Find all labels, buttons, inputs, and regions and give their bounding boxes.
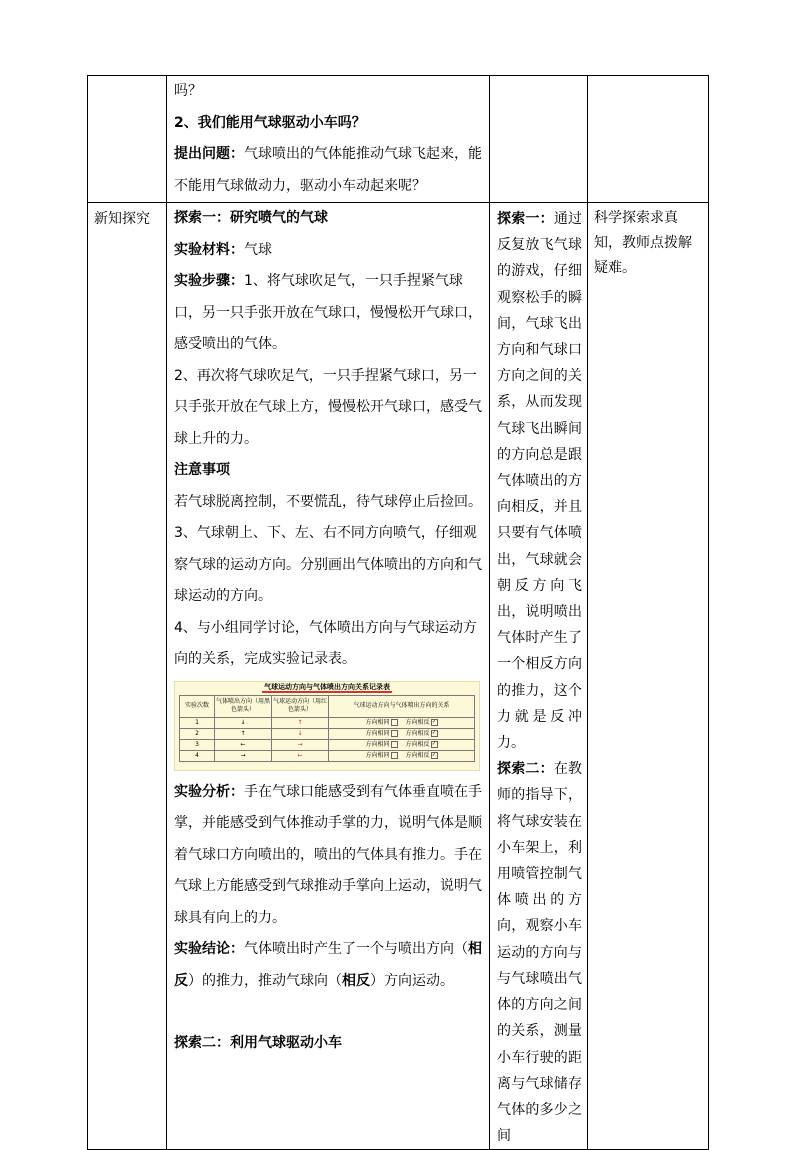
header-cell: 气球运动方向与气体喷出方向的关系 (329, 695, 475, 717)
check-icon: ✓ (431, 751, 437, 758)
record-table-figure (174, 681, 480, 771)
trial-number: 1 (180, 717, 215, 728)
record-header-row (180, 695, 475, 717)
explore2-title: 探索二：利用气球驱动小车 (174, 1035, 342, 1051)
check-icon: ✓ (431, 729, 437, 736)
conclusion-paragraph: 实验结论：气体喷出时产生了一个与喷出方向（相反）的推力，推动气球向（相反）方向运动。 (174, 941, 482, 989)
relation-options: 方向相同 方向相反 ✓ (329, 717, 475, 728)
subheading: 2、我们能用气球驱动小车吗？ (174, 114, 366, 131)
trial-number: 3 (180, 739, 215, 750)
lesson-table (87, 75, 709, 1150)
checkbox-icon (391, 752, 398, 759)
analysis-paragraph: 实验分析：手在气球口能感受到有气体垂直喷在手掌，并能感受到气体推动手掌的力，说明气体是顺着气球口方向喷出的，喷出的气体具有推力。手在气球上方能感受到气球推动手掌向上运动，说明气球具有向上的力。 (174, 783, 482, 926)
gas-arrow: ↑ (215, 728, 272, 739)
trial-number: 4 (180, 750, 215, 761)
materials-paragraph: 实验材料：气球 (174, 241, 272, 258)
header-cell: 气球运动方向（用红色箭头） (272, 695, 329, 717)
record-row (180, 728, 475, 739)
gas-arrow: ↓ (215, 717, 272, 728)
notice-paragraph: 若气球脱离控制，不要慌乱，待气球停止后捡回。 (174, 493, 482, 510)
text-line: 吗？ (174, 83, 202, 99)
balloon-arrow: → (272, 739, 329, 750)
main-row (88, 203, 709, 1150)
student-activity-cell (490, 203, 588, 1150)
step4-paragraph: 4、与小组同学讨论，气体喷出方向与气球运动方向的关系，完成实验记录表。 (174, 619, 477, 667)
content-cell-top (167, 76, 490, 203)
record-row (180, 717, 475, 728)
header-cell: 实验次数 (180, 695, 215, 717)
student-explore2: 探索二：在教师的指导下，将气球安装在小车架上，利用喷管控制气体喷出的方向，观察小车运动的方向与与气球喷出气体的方向之间的关系，测量小车行驶的距离与气球储存气体的多少之间 (497, 761, 583, 1145)
notice-label: 注意事项 (174, 462, 230, 478)
check-icon: ✓ (431, 718, 437, 725)
relation-options: 方向相同 方向相反 ✓ (329, 728, 475, 739)
relation-options: 方向相同 方向相反 ✓ (329, 750, 475, 761)
trial-number: 2 (180, 728, 215, 739)
content-cell-main (167, 203, 490, 1150)
intent-text: 科学探索求真知，教师点拨解疑难。 (594, 210, 692, 276)
checkbox-icon (391, 730, 398, 737)
header-cell: 气体喷出方向（用黑色箭头） (215, 695, 272, 717)
balloon-arrow: ← (272, 750, 329, 761)
top-row (88, 76, 709, 203)
question-paragraph: 提出问题：气球喷出的气体能推动气球飞起来，能不能用气球做动力，驱动小车动起来呢？ (174, 146, 482, 194)
record-table-title: 气球运动方向与气体喷出方向关系记录表 (264, 682, 390, 691)
record-row (180, 739, 475, 750)
record-row (180, 750, 475, 761)
steps-paragraph: 实验步骤：1、将气球吹足气，一只手捏紧气球口，另一只手张开放在气球口，慢慢松开气球口，感受喷出的气体。 (174, 273, 482, 352)
explore1-title: 探索一：研究喷气的气球 (174, 210, 328, 226)
relation-options: 方向相同 方向相反 ✓ (329, 739, 475, 750)
step3-paragraph: 3、气球朝上、下、左、右不同方向喷气，仔细观察气球的运动方向。分别画出气体喷出的方向和气球运动的方向。 (174, 525, 482, 604)
section-cell-empty (88, 76, 167, 203)
checkbox-icon (391, 741, 398, 748)
record-table (179, 695, 475, 762)
intent-cell-top (588, 76, 709, 203)
design-intent-cell (588, 203, 709, 1150)
checkbox-icon (391, 719, 398, 726)
section-label: 新知探究 (94, 211, 150, 227)
section-cell (88, 203, 167, 1150)
gas-arrow: ← (215, 739, 272, 750)
spacer (174, 997, 483, 1028)
gas-arrow: → (215, 750, 272, 761)
student-explore1: 探索一：通过反复放飞气球的游戏，仔细观察松手的瞬间，气球飞出方向和气球口方向之间的关系，从而发现气球飞出瞬间的方向总是跟气体喷出的方向相反，并且只要有气体喷出，气球就会朝反方向飞出，说明喷出气体时产生了一个相反方向的推力，这个力就是反冲力。 (497, 211, 583, 752)
student-cell-top (490, 76, 588, 203)
balloon-arrow: ↓ (272, 728, 329, 739)
step2-paragraph: 2、再次将气球吹足气，一只手捏紧气球口，另一只手张开放在气球上方，慢慢松开气球口，感受气球上升的力。 (174, 367, 482, 447)
balloon-arrow: ↑ (272, 717, 329, 728)
check-icon: ✓ (431, 740, 437, 747)
